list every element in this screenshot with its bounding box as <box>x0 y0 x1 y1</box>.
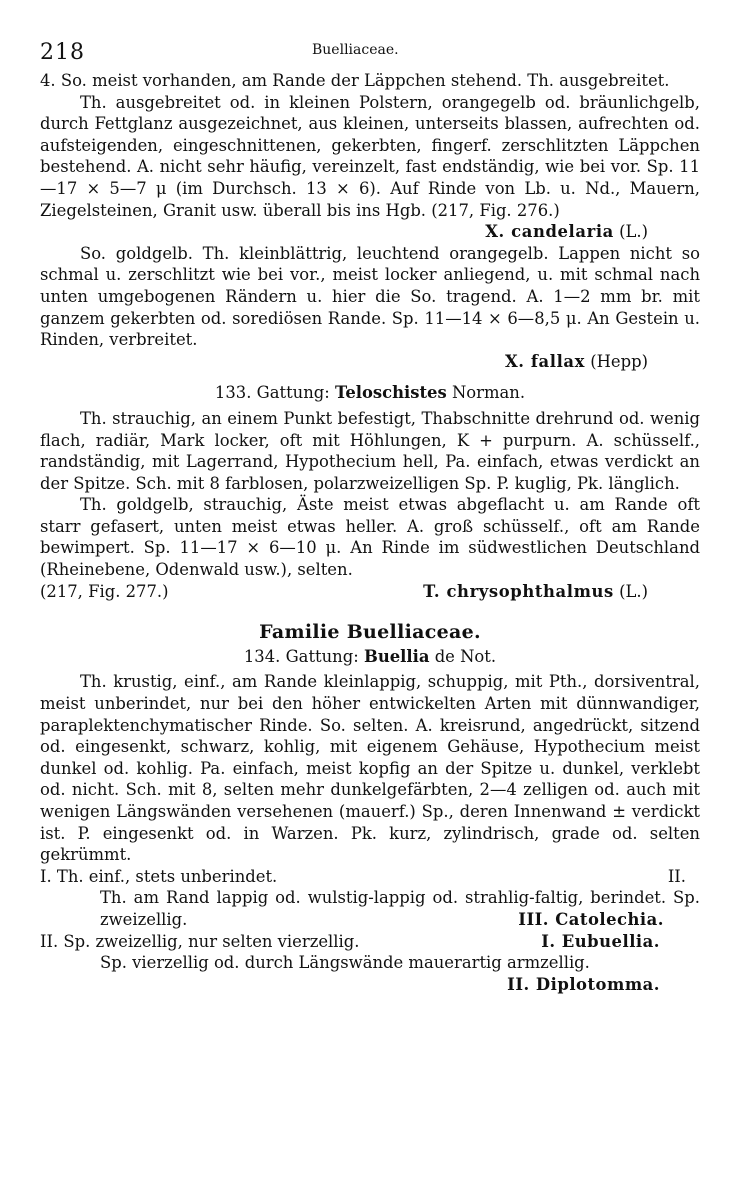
candelaria-description: Th. ausgebreitet od. in kleinen Polstern, orangegelb od. bräunlichgelb, durch Fettglanz ausgezeichnet, aus kleinen, unterseits blassen, aufrechten od. aufsteigenden, eingeschnittenen, gekerbten, fingerf. zerschlitzten Läppchen bestehend. A. nicht sehr häufig, vereinzelt, fast endständig, wie bei vor. Sp. 11—17 × 5—7 μ (im Durchsch. 13 × 6). Auf Rinde von Lb. u. Nd., Mauern, Ziegelsteinen, Granit usw. überall bis ins Hgb. (217, Fig. 276.) <box>40 92 700 220</box>
key-entry-ii-text: II. Sp. zweizellig, nur selten vierzellig. <box>40 931 360 951</box>
chrysophthalmus-author: (L.) <box>619 581 648 601</box>
key-entry-ii-ref: I. Eubuellia. <box>541 931 660 951</box>
buellia-heading-author: de Not. <box>434 646 497 666</box>
running-head <box>40 34 700 70</box>
candelaria-name: X. candelaria <box>485 222 614 242</box>
buellia-heading-name: Buellia <box>363 646 430 666</box>
page-number: 218 <box>40 40 85 65</box>
teloschistes-heading-name: Teloschistes <box>335 383 447 403</box>
key-entry-ii-sub-ref: II. Diplotomma. <box>507 974 660 994</box>
key-entry-i-sub <box>40 887 700 930</box>
fallax-species-line <box>40 351 700 373</box>
key-entry-ii-sub <box>40 952 700 974</box>
fallax-description: So. goldgelb. Th. kleinblättrig, leuchtend orangegelb. Lappen nicht so schmal u. zerschlitzt wie bei vor., meist locker anliegend, u. mit schmal nach unten umgebogenen Rändern u. hier die So. tragend. A. 1—2 mm br. mit ganzem gekerbten od. sorediösen Rande. Sp. 11—14 × 6—8,5 μ. An Gestein u. Rinden, verbreitet. <box>40 243 700 350</box>
chrysophthalmus-species-line <box>40 581 700 603</box>
running-title: Buelliaceae. <box>312 42 399 58</box>
buellia-heading-prefix: 134. Gattung: <box>243 646 359 666</box>
fallax-name: X. fallax <box>504 351 585 371</box>
key-entry-ii <box>40 931 700 953</box>
fallax-author: (Hepp) <box>590 351 648 371</box>
buellia-description: Th. krustig, einf., am Rande kleinlappig, schuppig, mit Pth., dorsiventral, meist unberindet, nur bei den höher entwickelten Arten mit dünnwandiger, paraplektenchymatischer Rinde. So. selten. A. kreisrund, angedrückt, sitzend od. eingesenkt, schwarz, kohlig, mit eigenem Gehäuse, Hypothecium meist dunkel od. kohlig. Pa. einfach, meist kopfig an der Spitze u. dunkel, verklebt od. nicht. Sch. mit 8, selten mehr dunkelgefärbten, 2—4 zelligen od. auch mit wenigen Längswänden versehenen (mauerf.) Sp., deren Innenwand ± verdickt ist. P. eingesenkt od. in Warzen. Pk. kurz, zylindrisch, grade od. selten gekrümmt. <box>40 672 700 865</box>
key-entry-ii-sub-ref-line <box>40 974 700 996</box>
key-entry-i-sub-text: Th. am Rand lappig od. wulstig-lappig od. strahlig-faltig, berindet. Sp. zweizellig. <box>100 888 700 929</box>
teloschistes-heading-author: Norman. <box>451 383 526 403</box>
teloschistes-heading-prefix: 133. Gattung: <box>214 383 330 403</box>
chrysophthalmus-description: Th. goldgelb, strauchig, Äste meist etwas abgeflacht u. am Rande oft starr gefasert, unten meist etwas heller. A. groß schüsself., oft am Rande bewimpert. Sp. 11—17 × 6—10 μ. An Rinde im südwestlichen Deutschland (Rheinebene, Odenwald usw.), selten. <box>40 495 700 580</box>
candelaria-species-line <box>40 221 700 243</box>
key-entry-i-sub-ref: III. Catolechia. <box>518 909 664 929</box>
chrysophthalmus-reference: (217, Fig. 277.) <box>40 581 169 601</box>
book-page <box>40 34 700 995</box>
teloschistes-description: Th. strauchig, an einem Punkt befestigt, Thabschnitte drehrund od. wenig flach, radiär, Mark locker, oft mit Höhlungen, K + purpurn. A. schüsself., randständig, mit Lagerrand, Hypothecium hell, Pa. einfach, etwas verdickt an der Spitze. Sch. mit 8 farblosen, polarzweizelligen Sp. P. kuglig, Pk. länglich. <box>40 408 700 493</box>
family-heading: Familie Buelliaceae. <box>259 621 481 644</box>
page-body <box>40 70 700 995</box>
candelaria-author: (L.) <box>619 222 648 242</box>
key-entry-i-text: I. Th. einf., stets unberindet. <box>40 866 278 886</box>
chrysophthalmus-species <box>423 581 700 603</box>
key-entry-4: 4. So. meist vorhanden, am Rande der Läppchen stehend. Th. ausgebreitet. <box>40 71 670 90</box>
key-entry-i-ref: II. <box>667 866 686 886</box>
teloschistes-heading <box>40 382 700 404</box>
chrysophthalmus-name: T. chrysophthalmus <box>423 581 614 601</box>
key-entry-i <box>40 866 700 888</box>
key-entry-ii-sub-text: Sp. vierzellig od. durch Längswände mauerartig armzellig. <box>100 953 590 973</box>
buellia-heading <box>40 646 700 668</box>
